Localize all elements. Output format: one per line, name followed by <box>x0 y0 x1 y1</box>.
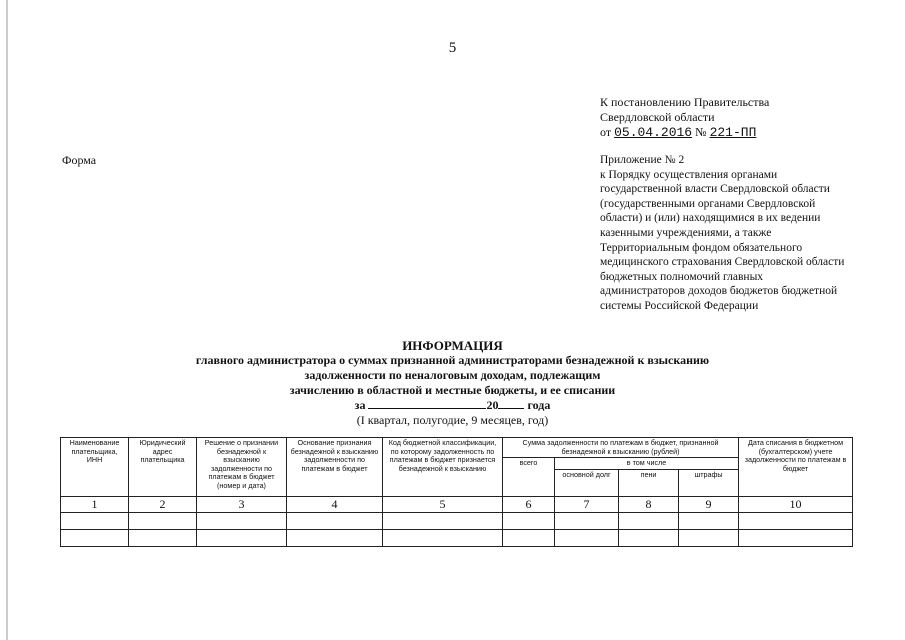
empty-cell <box>619 512 679 529</box>
period-line <box>0 398 905 413</box>
header-payer-name: Наименование плательщика, ИНН <box>61 438 129 497</box>
report-table <box>60 437 853 547</box>
column-number: 5 <box>383 496 503 512</box>
decree-date-line <box>600 125 769 140</box>
period-hint: (I квартал, полугодие, 9 месяцев, год) <box>356 413 549 427</box>
decree-number-label: № <box>695 125 707 139</box>
empty-cell <box>61 529 129 546</box>
empty-cell <box>679 529 739 546</box>
column-number: 4 <box>287 496 383 512</box>
column-number: 7 <box>555 496 619 512</box>
empty-cell <box>619 529 679 546</box>
year-blank <box>498 398 524 409</box>
scan-margin-edge <box>6 0 8 640</box>
appendix-heading: Приложение № 2 <box>600 154 685 166</box>
header-row-1 <box>61 438 853 458</box>
header-payer-address: Юридический адрес плательщика <box>129 438 197 497</box>
period-prefix: за <box>354 398 366 412</box>
empty-cell <box>739 529 853 546</box>
period-suffix: года <box>527 398 551 412</box>
header-writeoff-date: Дата списания в бюджетном (бухгалтерском) учете задолженности по платежам в бюджет <box>739 438 853 497</box>
title-line-3: зачислению в областной и местные бюджеты, и ее списании <box>289 383 616 397</box>
empty-cell <box>129 512 197 529</box>
appendix-block <box>600 153 850 314</box>
decree-date: 05.04.2016 <box>614 125 693 140</box>
empty-cell <box>503 529 555 546</box>
empty-cell <box>287 529 383 546</box>
form-label: Форма <box>62 153 97 167</box>
header-basis: Основание признания безнадежной к взысканию задолженности по платежам в бюджет <box>287 438 383 497</box>
empty-cell <box>503 512 555 529</box>
empty-cell <box>129 529 197 546</box>
header-total: всего <box>503 458 555 497</box>
column-number: 8 <box>619 496 679 512</box>
page-number: 5 <box>448 40 457 56</box>
header-budget-code: Код бюджетной классификации, по которому задолженность по платежам в бюджет признается безнадежной к взысканию <box>383 438 503 497</box>
column-number: 6 <box>503 496 555 512</box>
decree-line-2: Свердловской области <box>600 110 715 124</box>
period-year: 20 <box>486 398 499 412</box>
empty-cell <box>555 529 619 546</box>
title-line-1: главного администратора о суммах признанной администраторами безнадежной к взысканию <box>195 353 710 367</box>
period-blank <box>368 398 486 409</box>
empty-cell <box>61 512 129 529</box>
document-title-block <box>0 338 905 428</box>
header-fines: штрафы <box>679 469 739 496</box>
column-number: 3 <box>197 496 287 512</box>
appendix-text: к Порядку осуществления органами государственной власти Свердловской области (государственными органами Свердловской области) и (или) находящимися в их ведении казенными учреждениями, а также Территориальным фондом обязательного медицинского страхования Свердловской области бюджетных полномочий главных администраторов доходов бюджетов бюджетной системы Российской Федерации <box>600 168 845 312</box>
header-principal: основной долг <box>555 469 619 496</box>
header-including: в том числе <box>555 458 739 470</box>
empty-cell <box>383 512 503 529</box>
title-line-2: задолженности по неналоговым доходам, подлежащим <box>304 368 601 382</box>
decree-reference <box>600 95 769 140</box>
header-debt-sum: Сумма задолженности по платежам в бюджет, признанной безнадежной к взысканию (рублей) <box>503 438 739 458</box>
decree-number: 221-ПП <box>709 125 757 140</box>
decree-from-label: от <box>600 125 612 139</box>
empty-cell <box>383 529 503 546</box>
empty-row <box>61 529 853 546</box>
empty-cell <box>197 512 287 529</box>
empty-cell <box>679 512 739 529</box>
column-number: 9 <box>679 496 739 512</box>
column-numbers-row <box>61 496 853 512</box>
column-number: 2 <box>129 496 197 512</box>
empty-cell <box>197 529 287 546</box>
header-penalties: пени <box>619 469 679 496</box>
header-decision: Решение о признании безнадежной к взысканию задолженности по платежам в бюджет (номер и дата) <box>197 438 287 497</box>
column-number: 1 <box>61 496 129 512</box>
decree-line-1: К постановлению Правительства <box>600 95 770 109</box>
document-title: ИНФОРМАЦИЯ <box>402 338 503 353</box>
column-number: 10 <box>739 496 853 512</box>
empty-cell <box>287 512 383 529</box>
empty-row <box>61 512 853 529</box>
empty-cell <box>739 512 853 529</box>
empty-cell <box>555 512 619 529</box>
